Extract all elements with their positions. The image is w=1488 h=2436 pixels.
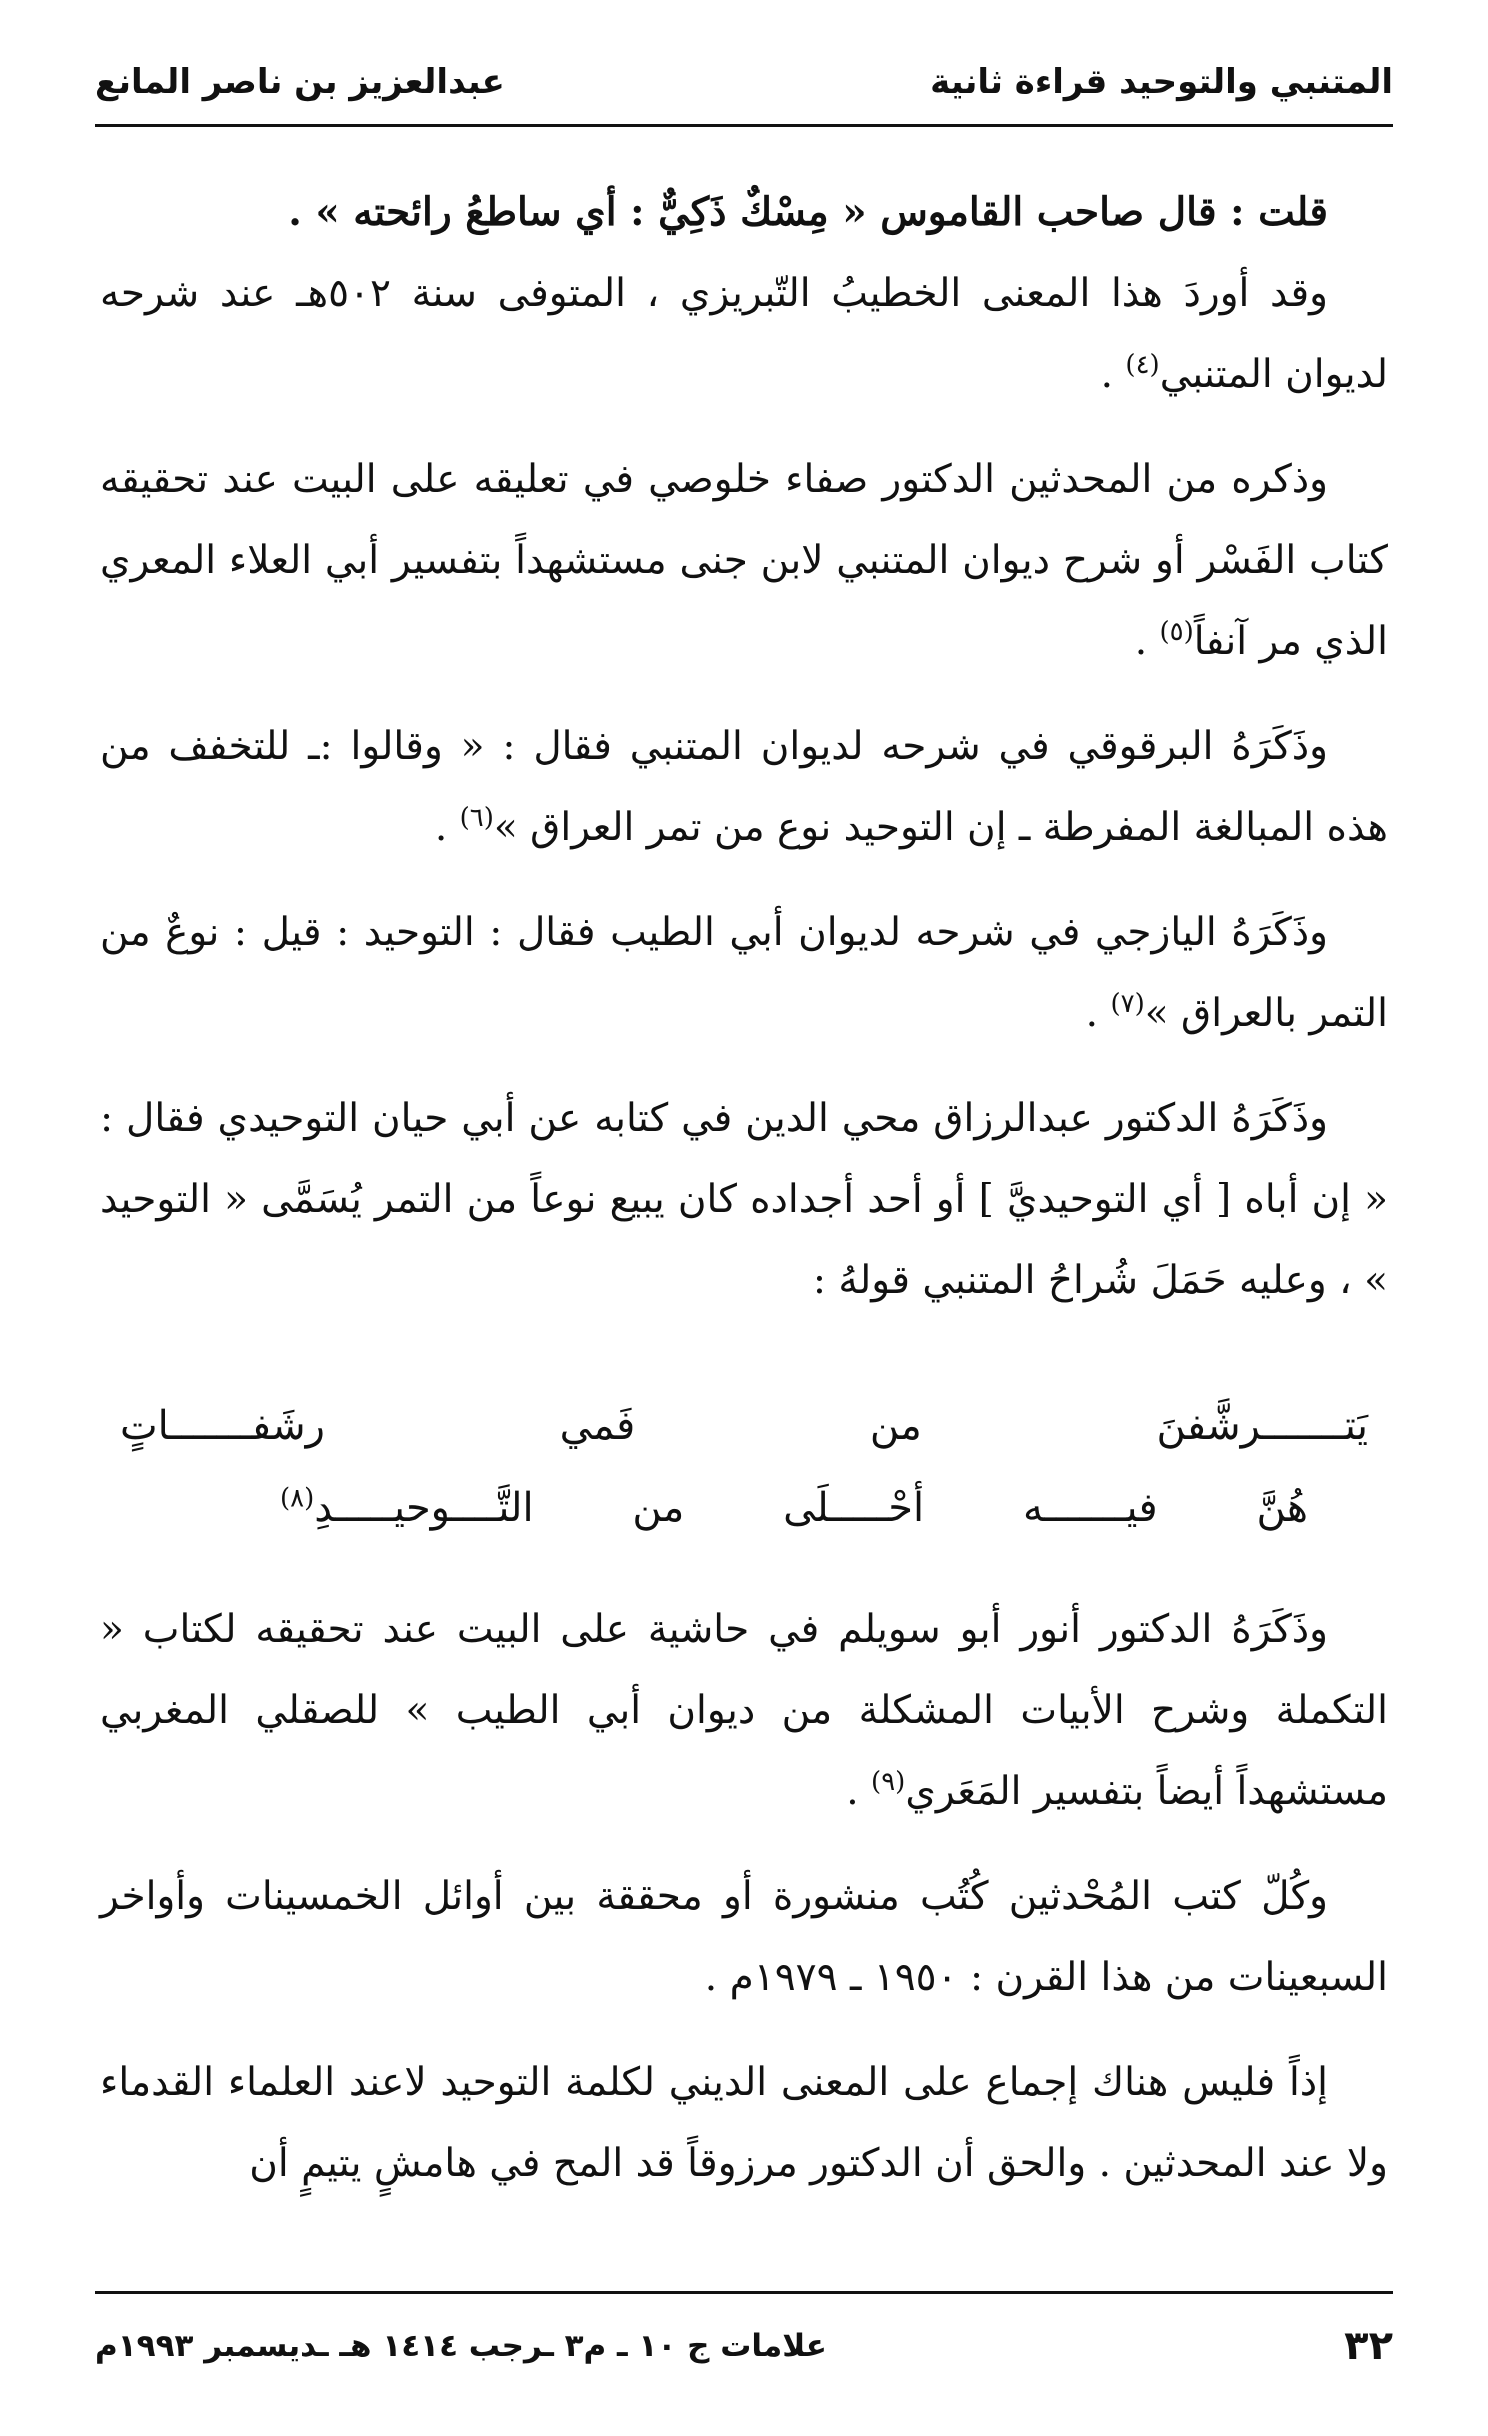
paragraph-7: وذَكَرَهُ الدكتور أنور أبو سويلم في حاشية على البيت عند تحقيقه لكتاب « التكملة وشرح الأبيات المشكلة من ديوان أبي الطيب » للصقلي المغربي مستشهداً أيضاً بتفسير المَعَري$^{(٩)}$ . (100, 1607, 1388, 1814)
footer-rule (95, 2291, 1393, 2294)
page-body (100, 172, 1388, 2204)
verse-line-2: هُنَّ فيـــــــه أحْـــــلَى من التَّــــوحيـــــدِ$^{(٨)}$ (280, 1483, 1308, 1531)
running-header (95, 52, 1393, 112)
footnote-ref: (٦) (459, 803, 494, 833)
verse-line-1: يَتـــــــرشَّفنَ من فَمي رشَفـــــــاتٍ (120, 1403, 1368, 1449)
page-number: ٣٢ (1344, 2323, 1393, 2369)
paragraph-6: وذَكَرَهُ الدكتور عبدالرزاق محي الدين في كتابه عن أبي حيان التوحيدي فقال : « إن أباه [ أي التوحيديَّ ] أو أحد أجداده كان يبيع نوعاً من التمر يُسَمَّى « التوحيد » ، وعليه حَمَلَ شُراحُ المتنبي قولهُ : (100, 1096, 1388, 1303)
author-name: عبدالعزيز بن ناصر المانع (95, 62, 505, 102)
poem-verse (100, 1385, 1388, 1549)
journal-citation: علامات ج ١٠ ـ م٣ ـرجب ١٤١٤ هـ ـديسمبر ١٩٩٣م (95, 2328, 827, 2364)
paragraph-8: وكُلّ كتب المُحْدثين كُتُب منشورة أو محققة بين أوائل الخمسينات وأواخر السبعينات من هذا القرن : ١٩٥٠ ـ ١٩٧٩م . (100, 1874, 1388, 2000)
footnote-ref: (٩) (871, 1767, 906, 1797)
paragraph-9: إذاً فليس هناك إجماع على المعنى الديني لكلمة التوحيد لاعند العلماء القدماء ولا عند المحدثين . والحق أن الدكتور مرزوقاً قد المح في هامشٍ يتيمٍ أن (100, 2060, 1388, 2186)
running-footer (95, 2316, 1393, 2376)
paragraph-5: وذَكَرَهُ اليازجي في شرحه لديوان أبي الطيب فقال : التوحيد : قيل : نوعٌ من التمر بالعراق »$^{(٧)}$ . (100, 910, 1388, 1036)
footnote-ref: (٧) (1110, 989, 1145, 1019)
footnote-ref: (٨) (280, 1483, 315, 1514)
footnote-ref: (٥) (1159, 617, 1194, 647)
paragraph-2: وقد أوردَ هذا المعنى الخطيبُ التّبريزي ، المتوفى سنة ٥٠٢هـ عند شرحه لديوان المتنبي$^{(٤)}$ . (100, 271, 1388, 397)
paragraph-3: وذكره من المحدثين الدكتور صفاء خلوصي في تعليقه على البيت عند تحقيقه كتاب الفَسْر أو شرح ديوان المتنبي لابن جنى مستشهداً بتفسير أبي العلاء المعري الذي مر آنفاً$^{(٥)}$ . (100, 457, 1388, 664)
header-rule (95, 124, 1393, 127)
footnote-ref: (٤) (1125, 350, 1160, 380)
paragraph-1: قلت : قال صاحب القاموس « مِسْكٌ ذَكِيٌّ : أي ساطعُ رائحته » . (288, 189, 1328, 235)
book-title: المتنبي والتوحيد قراءة ثانية (930, 62, 1393, 102)
paragraph-4: وذَكَرَهُ البرقوقي في شرحه لديوان المتنبي فقال : « وقالوا :ـ للتخفف من هذه المبالغة المفرطة ـ إن التوحيد نوع من تمر العراق »$^{(٦)}$ . (100, 724, 1388, 850)
